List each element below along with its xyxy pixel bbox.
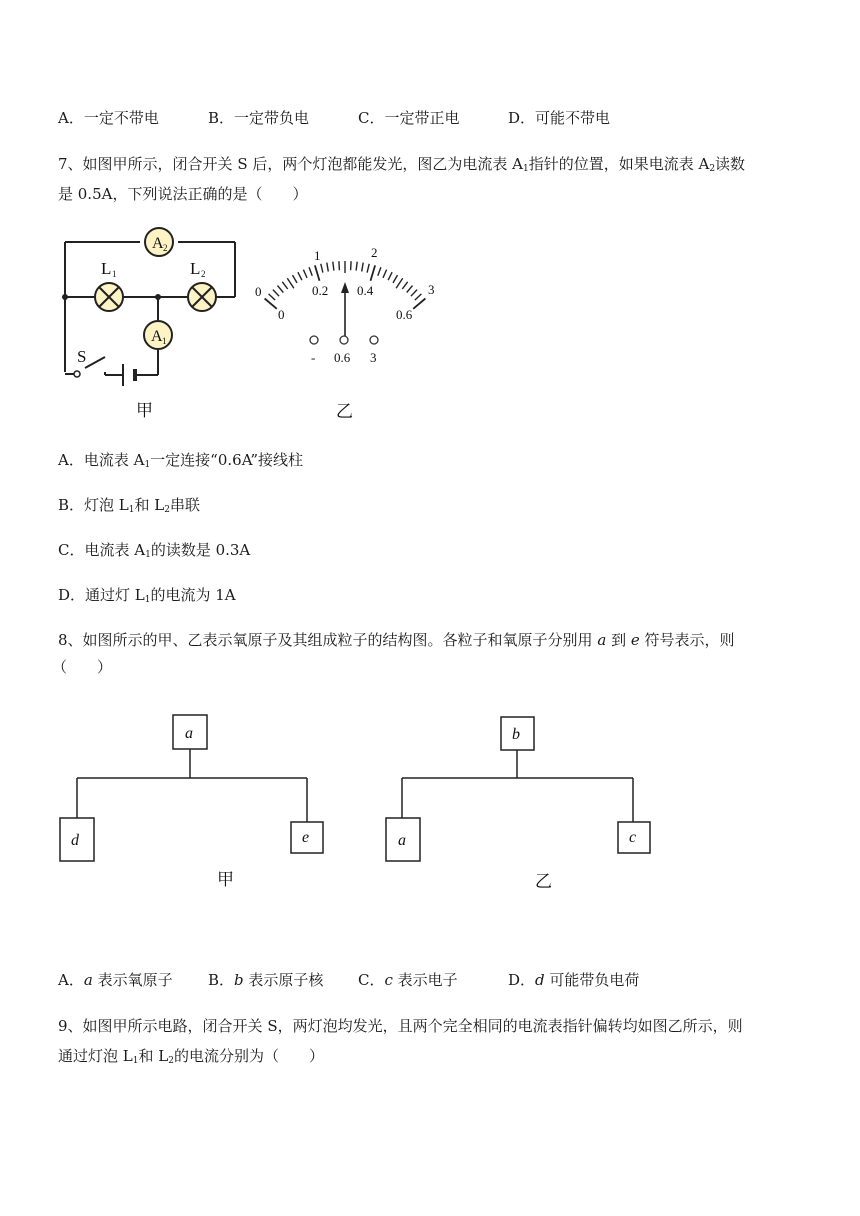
option-sub: 2 — [164, 505, 170, 515]
dial-tick — [298, 272, 302, 280]
q8-option-c — [358, 970, 458, 990]
option-var: b — [234, 971, 244, 989]
q7-option-b — [58, 495, 200, 520]
box-label: c — [629, 829, 637, 846]
box-label: d — [71, 832, 79, 849]
dial-tick — [396, 278, 403, 288]
dial-tick — [278, 286, 284, 293]
q8-structure-diagram — [55, 705, 665, 895]
lamp-l1-sub: 1 — [112, 269, 117, 279]
option-sub: 1 — [128, 505, 135, 515]
option-text: 表示电子 — [397, 971, 458, 989]
terminal-label: 0.6 — [334, 350, 351, 365]
option-text: 可能带负电荷 — [549, 971, 640, 989]
dial-tick — [411, 290, 417, 297]
dial-tick — [383, 270, 387, 278]
option-sub: 1 — [145, 550, 151, 560]
option-text: A．电流表 A — [58, 451, 145, 469]
q7-stem-text-c: 读数 — [715, 155, 746, 173]
dial-tick — [407, 286, 413, 293]
ammeter-a2-sub: 2 — [163, 243, 168, 253]
dial-pointer-tip — [341, 282, 349, 293]
q7-stem-line2: 是 0.5A，下列说法正确的是（ ） — [58, 185, 308, 203]
option-text: 表示原子核 — [248, 971, 324, 989]
option-text: 串联 — [169, 496, 200, 514]
option-var: d — [535, 971, 545, 989]
dial-tick — [309, 267, 312, 276]
dial-tick — [351, 261, 352, 270]
q7-option-d — [58, 585, 236, 610]
dial-lower-label: 0.2 — [312, 283, 329, 298]
q6-option-c: C．一定带正电 — [358, 109, 460, 127]
switch-contact — [74, 371, 80, 377]
q7-stem-line1 — [58, 154, 745, 179]
q8-stem-text: 8、如图所示的甲、乙表示氧原子及其组成粒子的结构图。各粒子和氧原子分别用 — [58, 631, 593, 649]
dial-tick — [367, 264, 369, 273]
dial-tick — [327, 263, 329, 272]
box-label: e — [302, 829, 310, 846]
lamp-l1-label: L — [101, 259, 112, 278]
q7-stem-text-b: 指针的位置，如果电流表 A — [528, 155, 710, 173]
q9-stem-text: 的电流分别为（ ） — [173, 1047, 324, 1065]
dial-tick — [315, 265, 320, 280]
ammeter-a1-sub: 1 — [162, 336, 167, 346]
option-var: c — [384, 971, 393, 989]
ammeter-a1-label: A — [151, 328, 163, 345]
dial-tick — [282, 282, 287, 289]
junction-dot — [62, 294, 68, 300]
q8-stem-var: a — [597, 631, 607, 649]
q8-option-a — [58, 970, 173, 990]
box-label: a — [398, 832, 406, 849]
option-var: a — [83, 971, 93, 989]
dial-tick — [378, 267, 381, 276]
box-label: a — [185, 725, 193, 742]
q8-stem-line2: （ ） — [52, 658, 113, 676]
q9-stem-line1: 9、如图甲所示电路，闭合开关 S，两灯泡均发光，且两个完全相同的电流表指针偏转均如图乙所示，则 — [58, 1017, 743, 1035]
terminal-label: 3 — [370, 350, 377, 365]
dial-tick — [269, 294, 276, 300]
dial-tick — [339, 261, 340, 270]
q7-ammeter-dial — [250, 236, 450, 426]
q9-stem-line2 — [58, 1046, 324, 1071]
dial-tick — [293, 275, 298, 283]
lamp-l2-sub: 2 — [201, 269, 206, 279]
option-sub: 1 — [144, 595, 151, 605]
lamp-l2-label: L — [190, 259, 201, 278]
dial-tick — [388, 272, 392, 280]
dial-tick — [287, 278, 294, 288]
dial-lower-label: 0.4 — [357, 283, 374, 298]
dial-tick — [393, 275, 398, 283]
terminal-label: - — [311, 350, 316, 365]
q9-stem-sub: 2 — [168, 1056, 174, 1066]
option-text: 表示氧原子 — [97, 971, 173, 989]
option-text: 的读数是 0.3A — [150, 541, 251, 559]
dial-upper-label: 3 — [428, 282, 435, 297]
option-sub: 1 — [144, 460, 151, 470]
option-text: B． — [208, 971, 235, 989]
switch-label: S — [77, 347, 87, 366]
dial-tick — [362, 263, 364, 272]
dial-tick — [402, 282, 407, 289]
q7-option-a — [58, 450, 303, 475]
dial-tick — [273, 290, 279, 297]
dial-caption: 乙 — [336, 402, 353, 421]
structure-caption-left: 甲 — [217, 870, 234, 889]
dial-tick — [356, 262, 357, 271]
q7-option-c — [58, 540, 250, 565]
q6-option-a: A．一定不带电 — [58, 109, 159, 127]
dial-tick — [303, 270, 307, 278]
option-text: 的电流为 1A — [150, 586, 236, 604]
q8-stem-text: 到 — [611, 631, 627, 649]
terminal-minus — [310, 336, 318, 344]
dial-upper-label: 2 — [371, 245, 378, 260]
dial-tick — [333, 262, 334, 271]
q6-option-d: D．可能不带电 — [508, 109, 611, 127]
option-text: C． — [358, 971, 385, 989]
option-text: D．通过灯 L — [58, 586, 145, 604]
ammeter-a2-label: A — [152, 235, 164, 252]
dial-tick — [321, 264, 323, 273]
terminal-0-6 — [340, 336, 348, 344]
q9-stem-sub: 1 — [132, 1056, 139, 1066]
switch-blade — [85, 357, 105, 368]
dial-tick — [371, 265, 376, 280]
q8-option-b — [208, 970, 323, 990]
box-label: b — [512, 726, 520, 743]
q9-stem-text: 和 L — [138, 1047, 169, 1065]
dial-lower-label: 0 — [278, 307, 285, 322]
dial-lower-label: 0.6 — [396, 307, 413, 322]
option-text: A． — [58, 971, 84, 989]
structure-caption-right: 乙 — [535, 872, 552, 891]
q7-circuit-diagram — [55, 226, 255, 426]
dial-upper-label: 1 — [314, 248, 321, 263]
option-text: C．电流表 A — [58, 541, 146, 559]
option-text: B．灯泡 L — [58, 496, 129, 514]
dial-tick — [415, 294, 422, 300]
q6-option-b: B．一定带负电 — [208, 109, 310, 127]
q8-option-d — [508, 970, 639, 990]
q8-stem-line1 — [58, 630, 735, 650]
terminal-3 — [370, 336, 378, 344]
q7-stem-sub2: 2 — [709, 164, 716, 174]
q8-stem-var: e — [630, 631, 640, 649]
q7-stem-text-a: 7、如图甲所示，闭合开关 S 后，两个灯泡都能发光，图乙为电流表 A — [58, 155, 523, 173]
option-text: D． — [508, 971, 536, 989]
junction-dot — [155, 294, 161, 300]
circuit-caption: 甲 — [136, 401, 153, 420]
dial-upper-label: 0 — [255, 284, 262, 299]
option-text: 一定连接“0.6A”接线柱 — [150, 451, 303, 469]
option-text: 和 L — [134, 496, 165, 514]
q7-stem-sub1: 1 — [522, 164, 529, 174]
q8-stem-text: 符号表示，则 — [644, 631, 735, 649]
q9-stem-text: 通过灯泡 L — [58, 1047, 133, 1065]
